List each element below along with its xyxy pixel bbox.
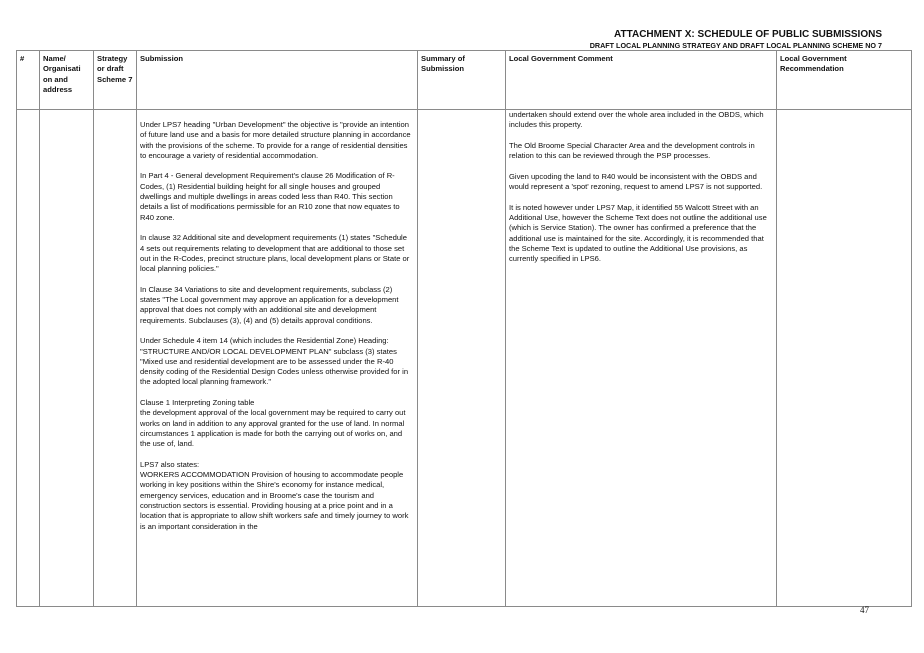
table-row [17, 110, 912, 607]
table-header-row [17, 51, 912, 110]
column-header-name: Name/ Organisati on and address [40, 51, 94, 110]
cell-comment [506, 110, 777, 607]
submission-paragraph: Clause 1 Interpreting Zoning table the development approval of the local government may be required to carry out works on land in addition to any approval granted for the use of land. In normal circumstances 1 application is made for both the carrying out of works on, and the use of, land. [140, 398, 406, 449]
cell-name [40, 110, 94, 607]
submission-paragraph: Under LPS7 heading "Urban Development" the objective is "provide an intention of future land use and a basis for more detailed structure planning in accordance with the provisions of the scheme. To provide for a range of residential densities to encourage a variety of residential accommodation. [140, 120, 411, 160]
submission-paragraph: Under Schedule 4 item 14 (which includes the Residential Zone) Heading: "STRUCTURE AND/OR LOCAL DEVELOPMENT PLAN" subclass (3) states "Mixed use and residential development are to be assessed under the R-40 density coding of the Residential Design Codes unless otherwise provided for in the adopted local planning framework." [140, 336, 409, 387]
column-header-strategy: Strategy or draft Scheme 7 [94, 51, 137, 110]
comment-paragraph: undertaken should extend over the whole area included in the OBDS, which includes this property. [509, 110, 764, 130]
submission-paragraph: In Clause 34 Variations to site and development requirements, subclass (2) states "The Local government may approve an application for a development approval that does not comply with an additional site and development requirements. Subclauses (3), (4) and (5) details approval conditions. [140, 284, 399, 325]
column-header-comment: Local Government Comment [506, 51, 777, 110]
document-subtitle: DRAFT LOCAL PLANNING STRATEGY AND DRAFT LOCAL PLANNING SCHEME NO 7 [589, 41, 882, 50]
column-header-recommendation: Local Government Recommendation [777, 51, 912, 110]
column-header-number: # [17, 51, 40, 110]
submission-paragraph: LPS7 also states: WORKERS ACCOMMODATION Provision of housing to accommodate people working in key positions within the Shire's economy for instance medical, emergency services, education and in Broome's case the tourism and construction sectors is essential. Providing housing at a price point and in a location that is appropriate to allow shift workers safe and timely journey to work is an important consideration in the [140, 459, 409, 531]
cell-strategy [94, 110, 137, 607]
submissions-table [16, 50, 912, 607]
comment-paragraph: The Old Broome Special Character Area and the development controls in relation to this can be reviewed through the PSP processes. [509, 140, 755, 161]
column-header-submission: Submission [137, 51, 418, 110]
cell-submission [137, 110, 418, 607]
cell-recommendation [777, 110, 912, 607]
document-title: ATTACHMENT X: SCHEDULE OF PUBLIC SUBMISSIONS [614, 29, 882, 40]
cell-summary [418, 110, 506, 607]
comment-paragraph: It is noted however under LPS7 Map, it identified 55 Walcott Street with an Additional Use, however the Scheme Text does not outline the additional use (which is Service Station). The owner has confirmed a preference that the additional use is maintained for the site. Accordingly, it is recommended that the Scheme Text is updated to outline the Additional Use provisions, as currently specified in LPS6. [509, 202, 767, 264]
submission-paragraph: In Part 4 - General development Requirement's clause 26 Modification of R-Codes, (1) Residential building height for all single houses and grouped dwellings and multiple dwellings in areas coded less than R40. This section details a list of modifications permissible for an R10 zone that now equates to R40 zone. [140, 171, 400, 222]
column-header-summary: Summary of Submission [418, 51, 506, 110]
page-number: 47 [860, 605, 869, 615]
cell-number [17, 110, 40, 607]
comment-paragraph: Given upcoding the land to R40 would be inconsistent with the OBDS and would represent a 'spot' rezoning, request to amend LPS7 is not supported. [509, 171, 763, 192]
submission-paragraph: In clause 32 Additional site and development requirements (1) states "Schedule 4 sets out requirements relating to development that are additional to those set out in the R-Codes, precinct structure plans, local development plans or State or local planning policies." [140, 233, 410, 274]
